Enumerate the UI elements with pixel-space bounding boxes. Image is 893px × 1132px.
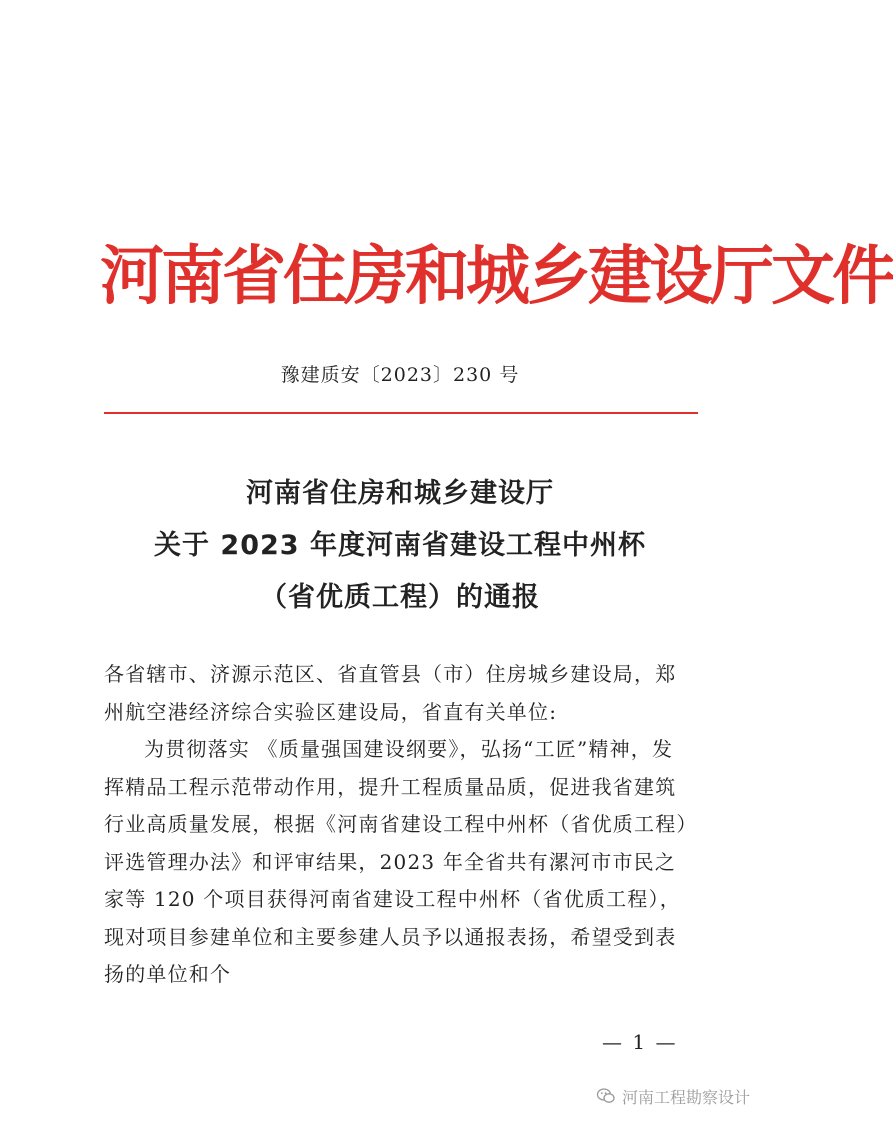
masthead-title: 河南省住房和城乡建设厅文件	[100, 240, 893, 314]
title-line-3: （省优质工程）的通报	[260, 582, 540, 613]
wechat-icon	[596, 1087, 616, 1105]
salutation: 各省辖市、济源示范区、省直管县（市）住房城乡建设局，郑州航空港经济综合实验区建设局，省直有关单位:	[104, 662, 677, 724]
watermark	[596, 1084, 750, 1108]
notice-title	[100, 468, 700, 624]
page-number: — 1 —	[602, 1030, 678, 1054]
watermark-text: 河南工程勘察设计	[622, 1087, 751, 1107]
body-text	[104, 656, 694, 994]
paragraph-1: 为贯彻落实 《质量强国建设纲要》，弘扬“工匠”精神，发挥精品工程示范带动作用，提升工程质量品质，促进我省建筑行业高质量发展，根据《河南省建设工程中州杯（省优质工程）评选管理办法》和评审结果，2023 年全省共有漯河市市民之家等 120 个项目获得河南省建设工程中州杯（省优质工程），现对项目参建单位和主要参建人员予以通报表扬，希望受到表扬的单位和个	[104, 737, 688, 986]
document-number: 豫建质安〔2023〕230 号	[280, 364, 520, 386]
title-line-2: 关于 2023 年度河南省建设工程中州杯	[154, 530, 646, 561]
title-line-1: 河南省住房和城乡建设厅	[246, 478, 554, 509]
red-divider-line	[104, 412, 698, 414]
